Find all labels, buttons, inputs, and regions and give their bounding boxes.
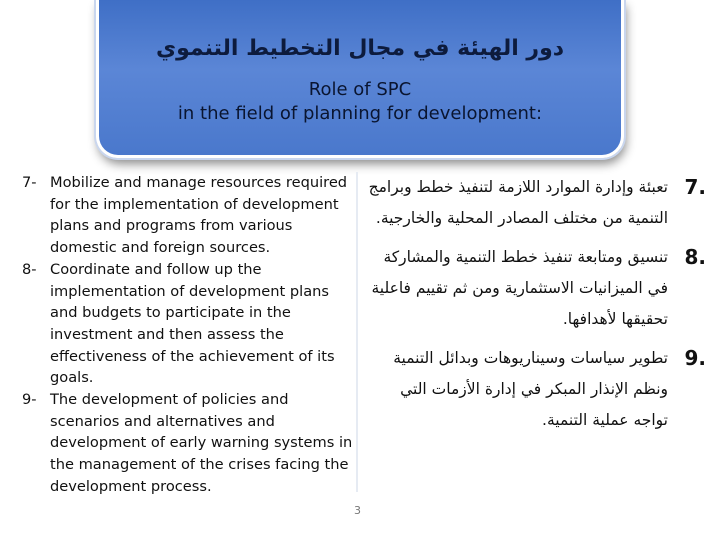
english-item-number: 8- (22, 260, 37, 278)
english-item-text: The development of policies and scenarios and alternatives and development of early warning systems in the management of the crises facing the development process. (50, 391, 353, 495)
english-item-text: Mobilize and manage resources required for the implementation of development plans and programs from various domestic and foreign sources. (50, 174, 348, 257)
arabic-item-text: تعبئة وإدارة الموارد اللازمة لتنفيذ خطط وبرامج التنمية من مختلف المصادر المحلية والخارجية. (368, 178, 668, 227)
english-item-8 (22, 259, 354, 389)
arabic-item-number: 9. (684, 346, 706, 370)
english-item-number: 9- (22, 391, 37, 409)
title-box (96, 0, 624, 158)
arabic-item-text: تنسيق ومتابعة تنفيذ خطط التنمية والمشاركة في الميزانيات الاستثمارية ومن ثم تقييم فاعلية تحقيقها لأهدافها. (371, 248, 668, 328)
title-english-line-1: Role of SPC (308, 79, 412, 100)
arabic-item-8 (368, 242, 706, 335)
english-item-9 (22, 389, 354, 498)
title-arabic: دور الهيئة في مجال التخطيط التنموي (155, 36, 565, 61)
title-english-line-2: in the field of planning for development: (177, 103, 543, 124)
english-list (22, 172, 354, 498)
arabic-item-text: تطوير سياسات وسيناريوهات وبدائل التنمية ونظم الإنذار المبكر في إدارة الأزمات التي تواجه عملية التنمية. (393, 349, 668, 429)
column-divider (356, 172, 358, 492)
title-english (99, 78, 621, 126)
arabic-item-number: 8. (684, 245, 706, 269)
arabic-item-number: 7. (684, 175, 706, 199)
arabic-list (368, 172, 706, 444)
arabic-item-7 (368, 172, 706, 234)
page-number: 3 (354, 504, 361, 517)
english-item-7 (22, 172, 354, 259)
arabic-item-9 (368, 343, 706, 436)
english-item-text: Coordinate and follow up the implementation of development plans and budgets to participate in the investment and then assess the effectiveness of the achievement of its goals. (50, 260, 335, 387)
english-item-number: 7- (22, 174, 37, 191)
